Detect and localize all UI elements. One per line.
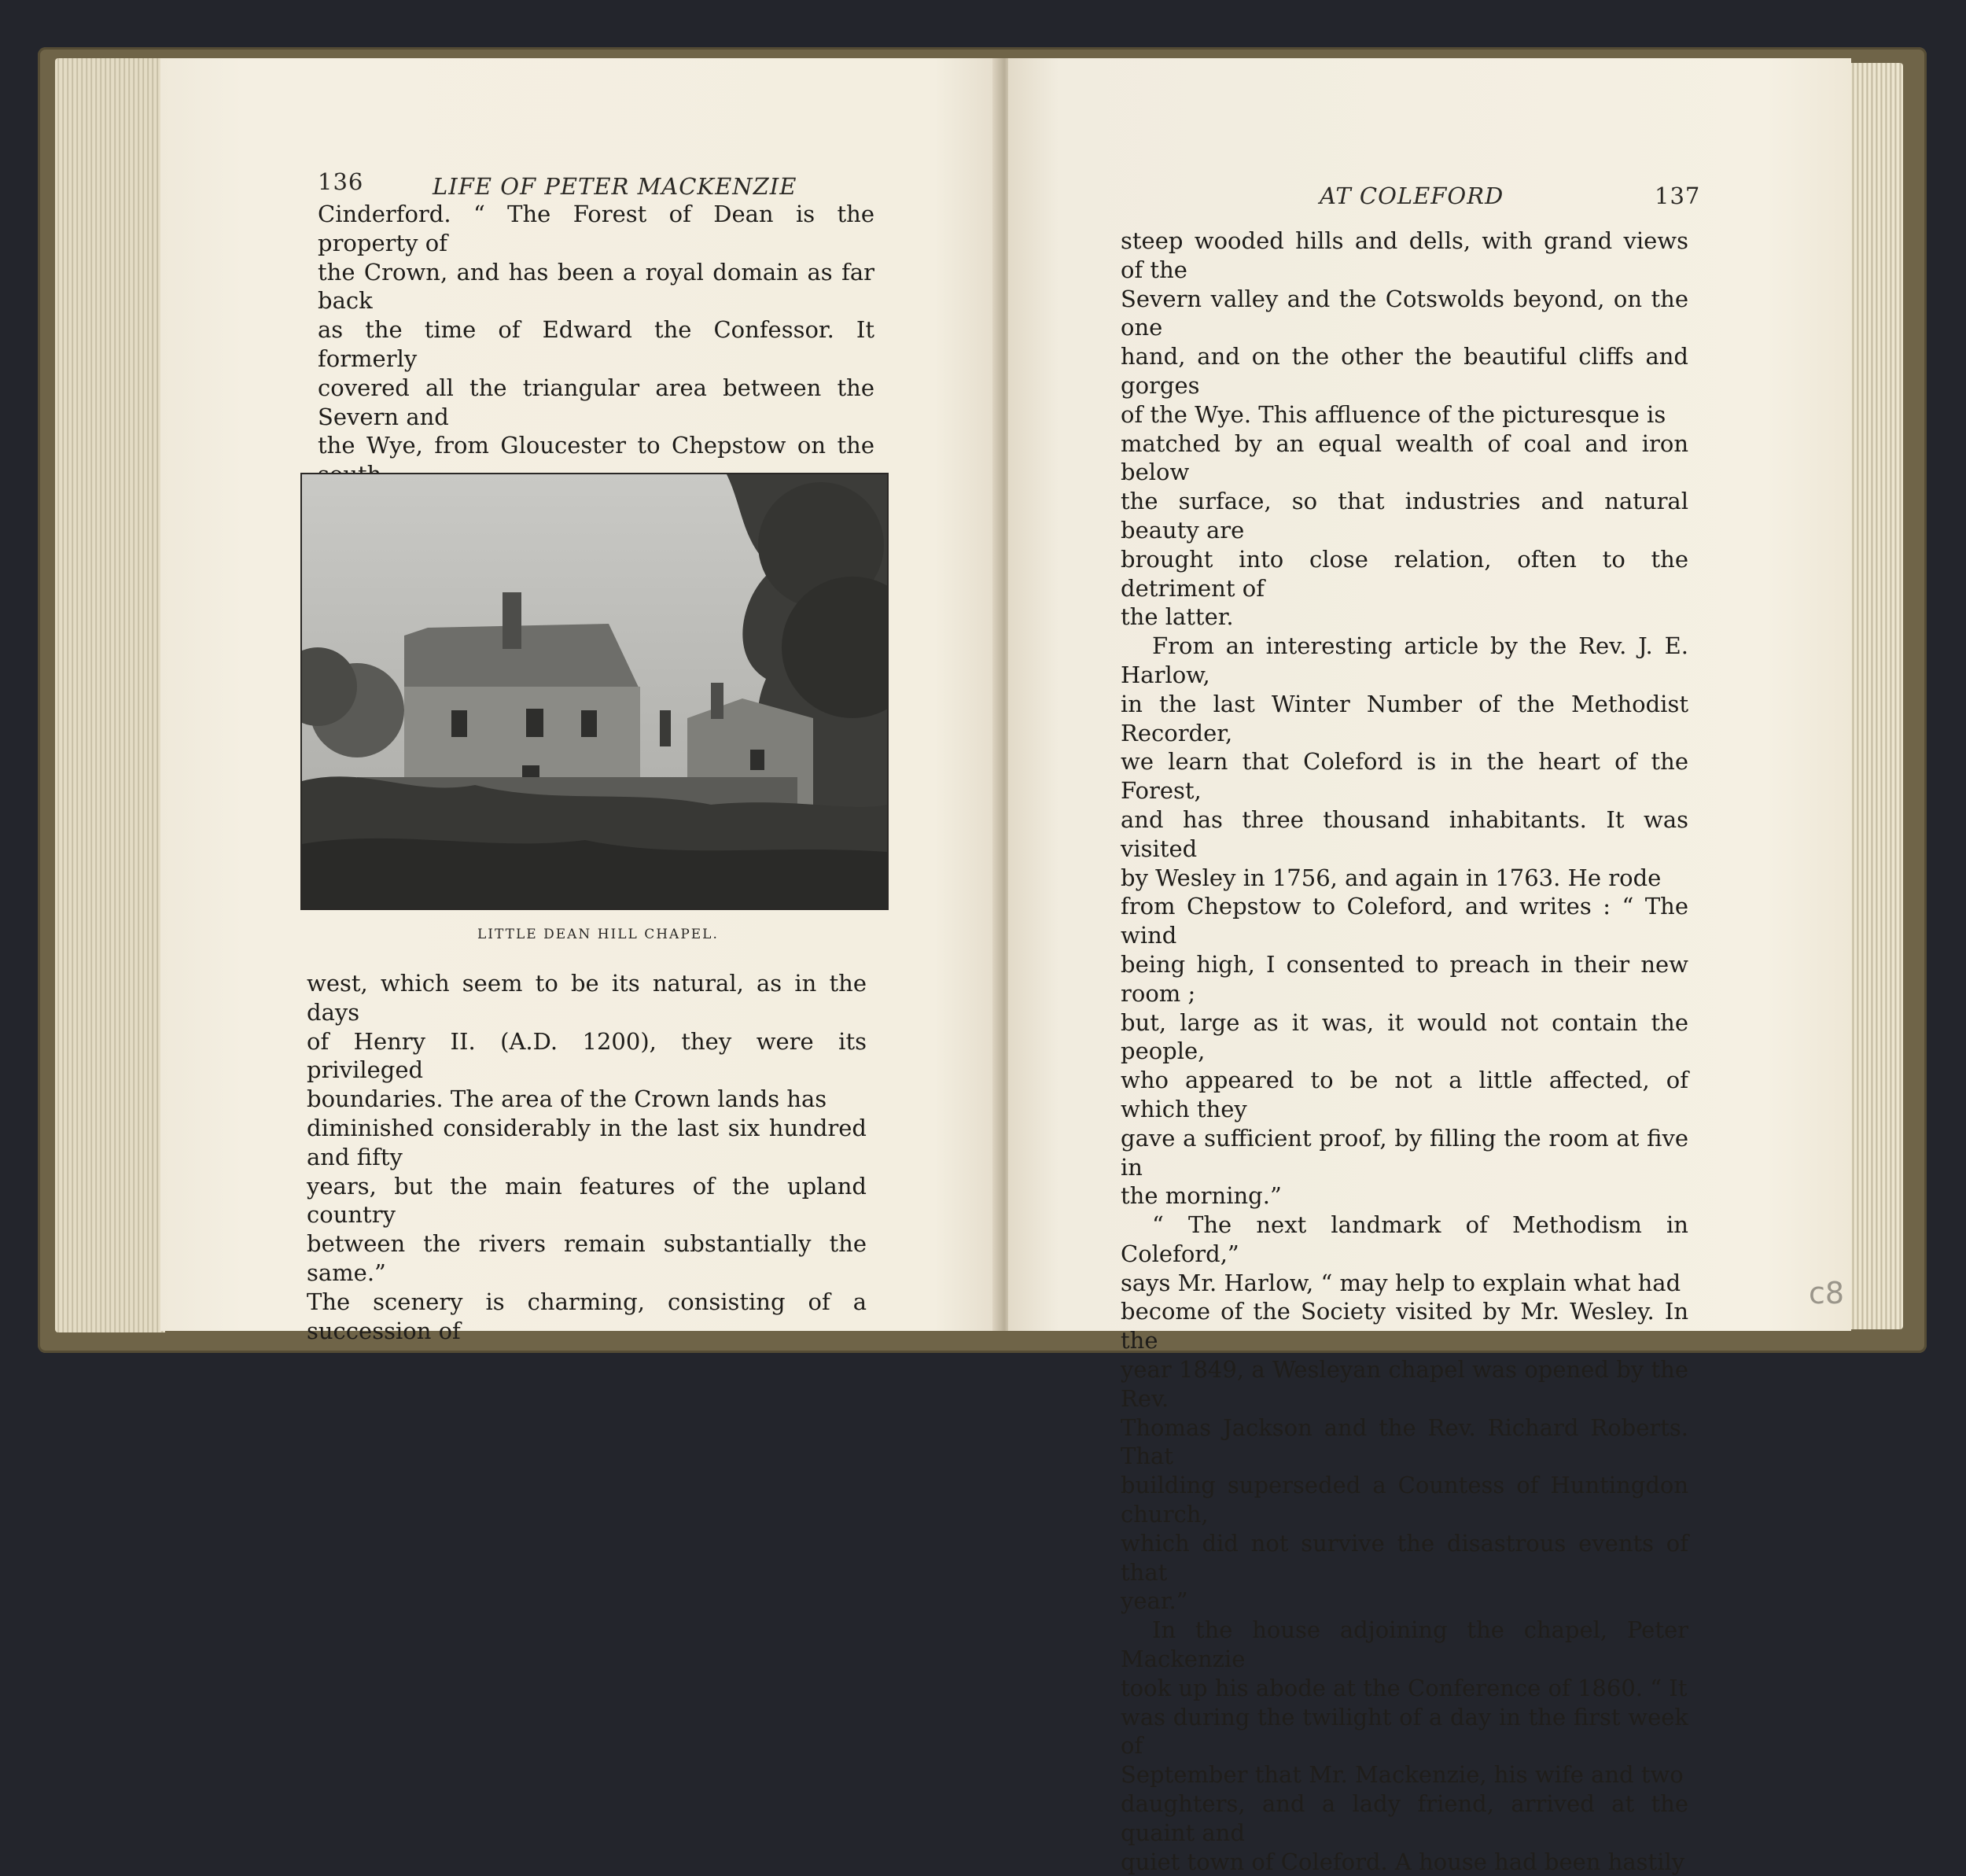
text-line: took up his abode at the Conference of 1860. “ It xyxy=(1121,1674,1688,1701)
text-line: steep wooded hills and dells, with grand views of the xyxy=(1121,227,1688,283)
text-line: says Mr. Harlow, “ may help to explain what had xyxy=(1121,1269,1681,1296)
text-line: Thomas Jackson and the Rev. Richard Roberts. That xyxy=(1121,1413,1688,1470)
right-page-number: 137 xyxy=(1655,182,1701,209)
left-bottom-text xyxy=(307,969,867,1345)
text-line: brought into close relation, often to the detriment of xyxy=(1121,545,1688,602)
text-line: the Wye, from Gloucester to Chepstow on the xyxy=(318,432,874,459)
text-line: year.” xyxy=(1121,1587,1188,1615)
text-line: the Crown, and has been a royal domain as far back xyxy=(318,258,874,315)
right-page xyxy=(1008,58,1851,1875)
chapel-illustration xyxy=(302,474,887,909)
text-line: Severn valley and the Cotswolds beyond, on the one xyxy=(1121,285,1688,341)
text-line: building superseded a Countess of Huntingdon church, xyxy=(1121,1472,1688,1528)
text-line: of Henry II. (A.D. 1200), they were its privileged xyxy=(307,1027,867,1084)
text-line: we learn that Coleford is in the heart of the Forest, xyxy=(1121,748,1688,805)
text-line: Cinderford. “ The Forest of Dean is the property of xyxy=(318,201,874,256)
text-line: gave a sufficient proof, by filling the room at five in xyxy=(1121,1124,1688,1181)
text-line: In the house adjoining the chapel, Peter Mackenzie xyxy=(1121,1616,1688,1673)
text-line: as the time of Edward the Confessor. It formerly xyxy=(318,316,874,372)
text-line: being high, I consented to preach in their new room ; xyxy=(1121,950,1688,1007)
text-line: The scenery is charming, consisting of a succession of xyxy=(307,1288,867,1344)
text-line: between the rivers remain substantially the same.” xyxy=(307,1230,867,1286)
text-line: of the Wye. This affluence of the picturesque is xyxy=(1121,400,1666,428)
text-line: boundaries. The area of the Crown lands has xyxy=(307,1085,827,1113)
text-line: diminished considerably in the last six hundred and fifty xyxy=(307,1114,867,1170)
text-line: covered all the triangular area between the Severn and xyxy=(318,374,874,430)
text-line: from Chepstow to Coleford, and writes : “ The wind xyxy=(1121,893,1688,949)
text-line: the latter. xyxy=(1121,603,1234,631)
text-line: quiet town of Coleford. A house had been hastily xyxy=(1121,1848,1685,1875)
text-line: and has three thousand inhabitants. It was visited xyxy=(1121,805,1688,862)
pencil-mark: c8 xyxy=(1809,1276,1845,1310)
text-line: west, which seem to be its natural, as in the days xyxy=(307,970,867,1026)
text-line: “ The next landmark of Methodism in Coleford,” xyxy=(1121,1211,1688,1267)
text-line: in the last Winter Number of the Methodist Recorder, xyxy=(1121,690,1688,746)
right-running-head: AT COLEFORD xyxy=(1320,182,1504,209)
text-line: become of the Society visited by Mr. Wesley. In the xyxy=(1121,1298,1688,1354)
text-line: year 1849, a Wesleyan chapel was opened by the Rev. xyxy=(1121,1356,1688,1412)
right-text xyxy=(1121,227,1688,1876)
left-running-head: LIFE OF PETER MACKENZIE xyxy=(433,173,797,200)
text-line: but, large as it was, it would not contain the people, xyxy=(1121,1008,1688,1065)
text-line: matched by an equal wealth of coal and iron below xyxy=(1121,429,1688,486)
text-line: who appeared to be not a little affected, of which they xyxy=(1121,1067,1688,1122)
text-line: daughters, and a lady friend, arrived at the quaint and xyxy=(1121,1790,1688,1846)
figure-caption: LITTLE DEAN HILL CHAPEL. xyxy=(477,927,719,942)
text-line: years, but the main features of the upland country xyxy=(307,1172,867,1229)
chapel-photograph xyxy=(300,473,889,910)
text-line: September that Mr. Mackenzie, his wife and two xyxy=(1121,1761,1684,1789)
text-line: the morning.” xyxy=(1121,1182,1282,1210)
text-line: by Wesley in 1756, and again in 1763. He rode xyxy=(1121,864,1662,891)
text-line: the surface, so that industries and natural beauty are xyxy=(1121,488,1688,544)
text-line: was during the twilight of a day in the first week of xyxy=(1121,1703,1688,1760)
text-line: which did not survive the disastrous events of that xyxy=(1121,1529,1688,1586)
text-line: hand, and on the other the beautiful cliffs and gorges xyxy=(1121,343,1688,399)
text-line: From an interesting article by the Rev. J. E. Harlow, xyxy=(1121,632,1688,688)
left-page-edges xyxy=(55,58,165,1332)
left-page-number: 136 xyxy=(318,168,364,195)
